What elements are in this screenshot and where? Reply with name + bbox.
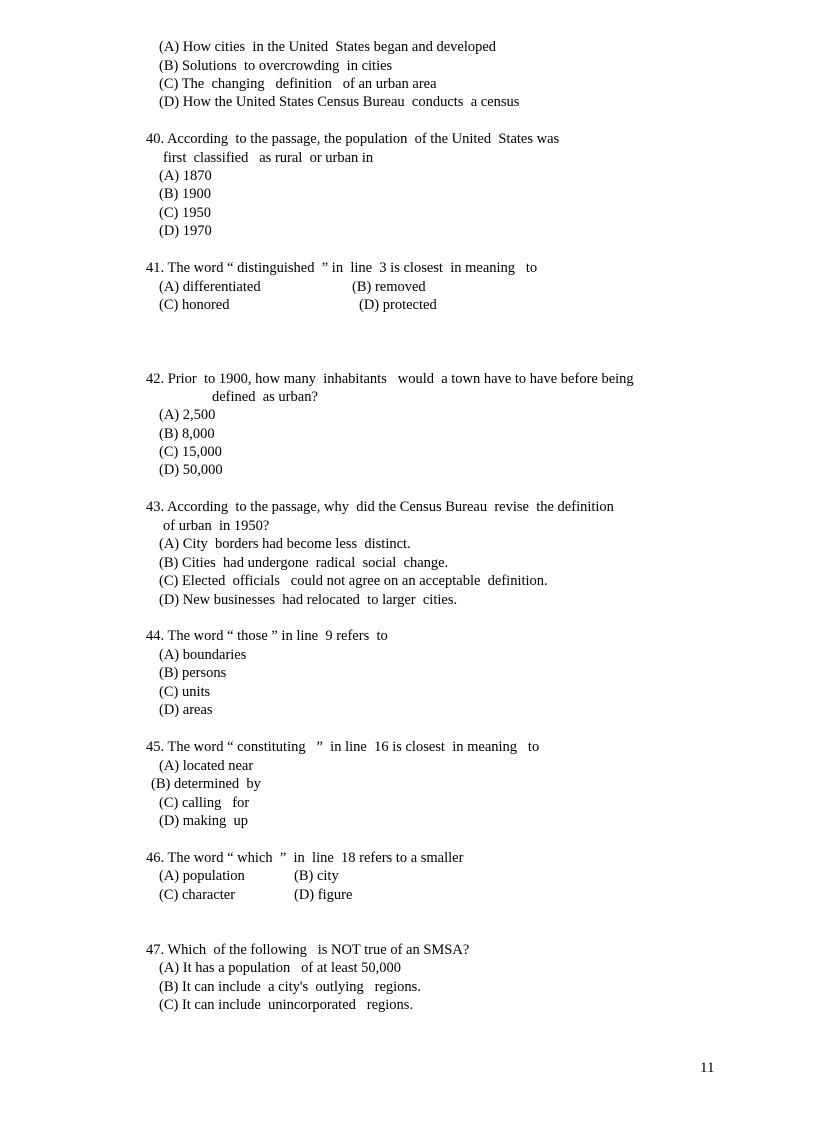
q40-option-b: (B) 1900 — [159, 186, 211, 202]
q46-option-b: (B) city — [294, 868, 339, 884]
q45-option-b: (B) determined by — [151, 776, 261, 792]
q46-option-d: (D) figure — [294, 887, 353, 903]
q47-option-c: (C) It can include unincorporated regions. — [159, 997, 414, 1013]
q44-stem: 44. The word “ those ” in line 9 refers to — [146, 628, 388, 644]
q39-option-a: (A) How cities in the United States began and developed — [159, 39, 497, 55]
q40-option-a: (A) 1870 — [159, 168, 212, 184]
q43-stem: 43. According to the passage, why did the Census Bureau revise the definition — [146, 499, 614, 515]
q42-option-a: (A) 2,500 — [159, 407, 216, 423]
q47-stem: 47. Which of the following is NOT true of an SMSA? — [146, 942, 470, 958]
q43-option-c: (C) Elected officials could not agree on an acceptable definition. — [159, 573, 548, 589]
q43-option-d: (D) New businesses had relocated to larger cities. — [159, 592, 458, 608]
q42-option-d: (D) 50,000 — [159, 462, 223, 478]
q41-option-c: (C) honored — [159, 297, 230, 313]
q43-stem-continued: of urban in 1950? — [163, 518, 270, 534]
q46-option-c: (C) character — [159, 887, 236, 903]
q42-option-c: (C) 15,000 — [159, 444, 222, 460]
q44-option-a: (A) boundaries — [159, 647, 247, 663]
q44-option-d: (D) areas — [159, 702, 213, 718]
q40-stem-continued: first classified as rural or urban in — [163, 150, 374, 166]
q39-option-d: (D) How the United States Census Bureau conducts a census — [159, 94, 520, 110]
q45-option-d: (D) making up — [159, 813, 248, 829]
q41-option-d: (D) protected — [359, 297, 437, 313]
page-number: 11 — [700, 1060, 715, 1076]
q39-option-b: (B) Solutions to overcrowding in cities — [159, 58, 393, 74]
q47-option-b: (B) It can include a city's outlying regions. — [159, 979, 421, 995]
q42-option-b: (B) 8,000 — [159, 426, 215, 442]
q45-stem: 45. The word “ constituting ” in line 16 is closest in meaning to — [146, 739, 540, 755]
q40-option-d: (D) 1970 — [159, 223, 212, 239]
q41-option-a: (A) differentiated — [159, 279, 261, 295]
q43-option-b: (B) Cities had undergone radical social change. — [159, 555, 449, 571]
q44-option-b: (B) persons — [159, 665, 227, 681]
q42-stem-continued: defined as urban? — [212, 389, 318, 405]
q45-option-a: (A) located near — [159, 758, 254, 774]
q41-stem: 41. The word “ distinguished ” in line 3 is closest in meaning to — [146, 260, 538, 276]
q39-option-c: (C) The changing definition of an urban area — [159, 76, 437, 92]
q40-stem: 40. According to the passage, the population of the United States was — [146, 131, 560, 147]
q46-option-a: (A) population — [159, 868, 245, 884]
q47-option-a: (A) It has a population of at least 50,000 — [159, 960, 402, 976]
q46-stem: 46. The word “ which ” in line 18 refers to a smaller — [146, 850, 464, 866]
q40-option-c: (C) 1950 — [159, 205, 211, 221]
q44-option-c: (C) units — [159, 684, 211, 700]
q42-stem: 42. Prior to 1900, how many inhabitants would a town have to have before being — [146, 371, 634, 387]
q45-option-c: (C) calling for — [159, 795, 250, 811]
q43-option-a: (A) City borders had become less distinct. — [159, 536, 411, 552]
q41-option-b: (B) removed — [352, 279, 426, 295]
